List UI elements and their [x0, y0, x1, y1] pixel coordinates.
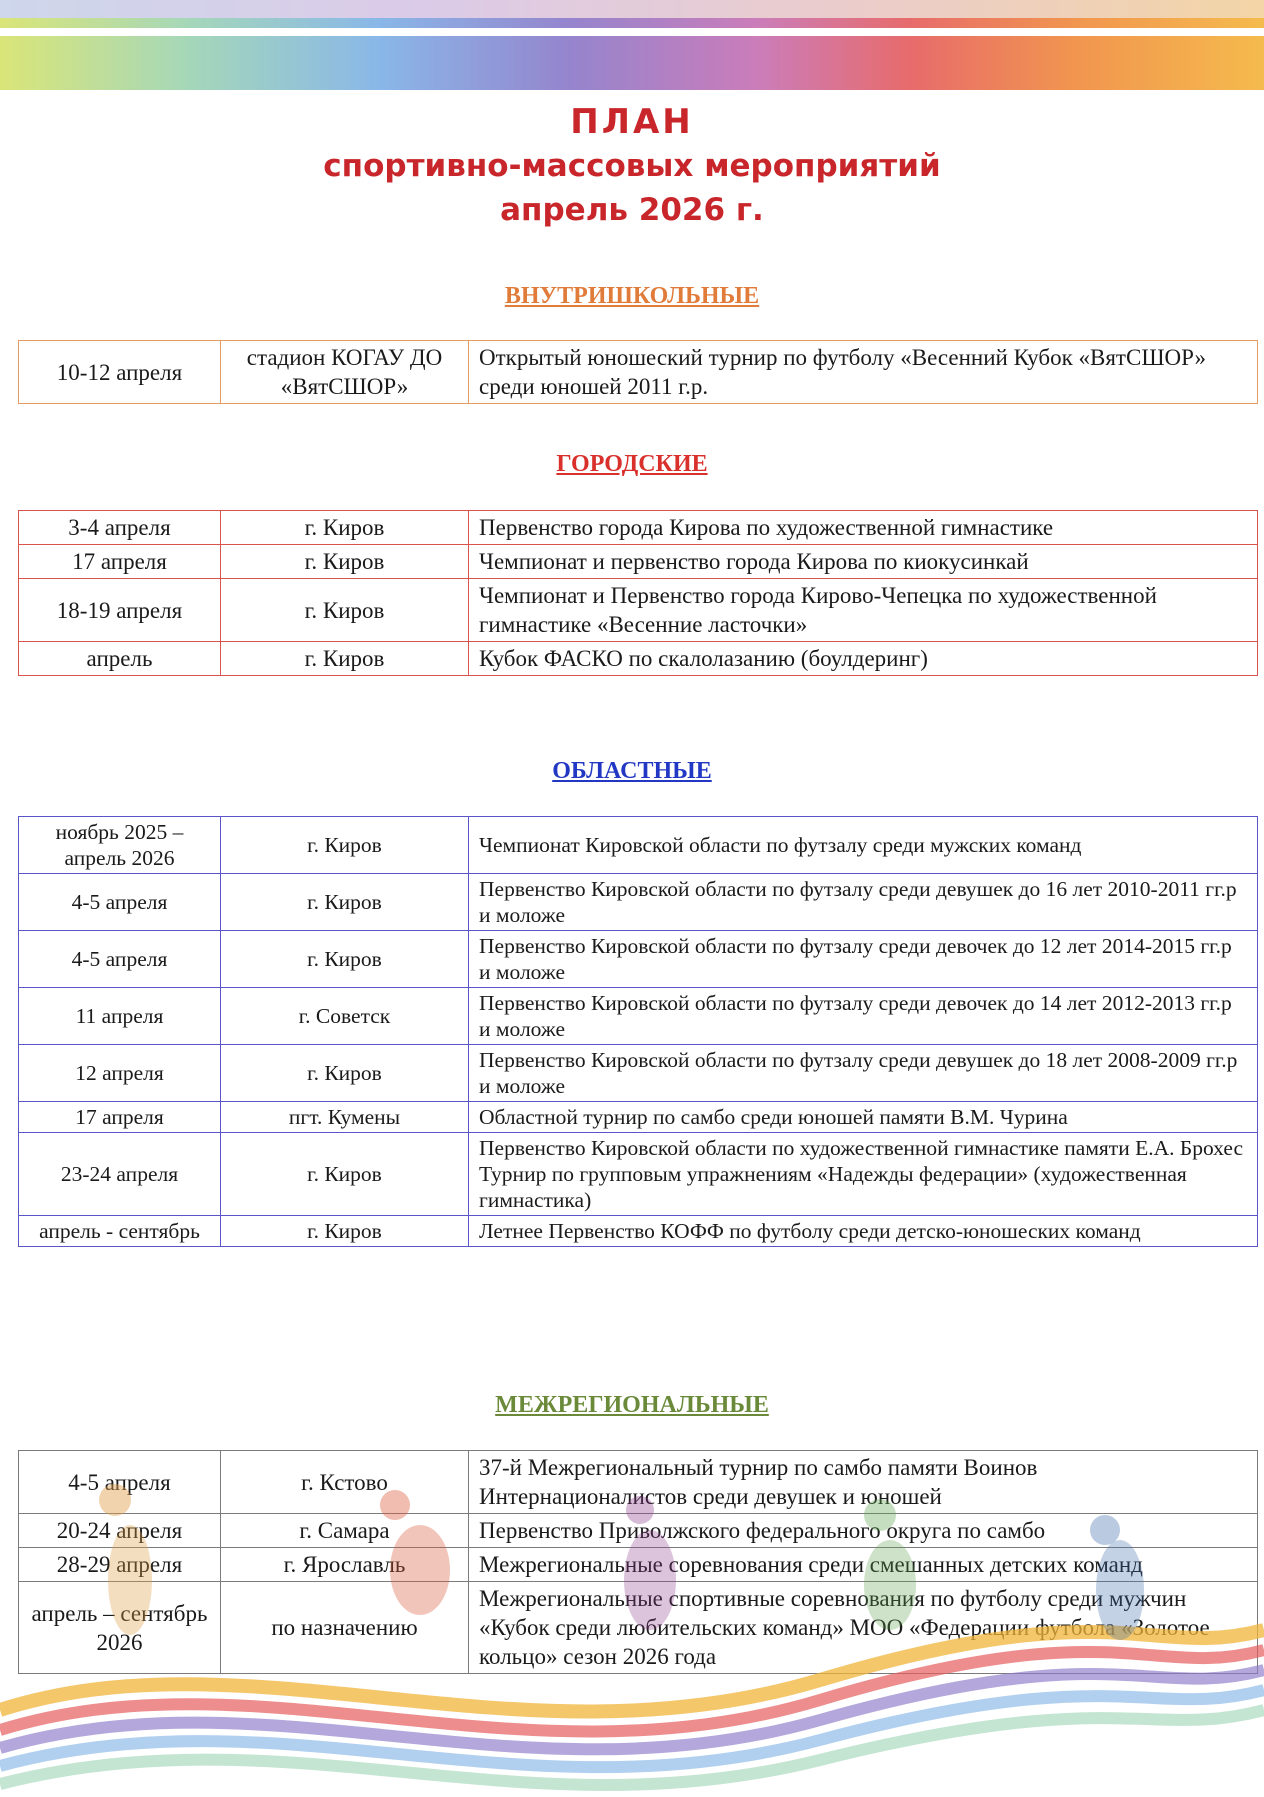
event-description: Первенство Кировской области по художественной гимнастике памяти Е.А. Брохес Турнир по групповым упражнениям «Надежды федерации» (художественная гимнастика) [469, 1133, 1258, 1216]
event-place: г. Киров [221, 579, 469, 642]
event-row [19, 579, 1258, 642]
event-date: 17 апреля [19, 545, 221, 579]
event-place: г. Киров [221, 817, 469, 874]
event-description: Первенство Кировской области по футзалу среди девочек до 12 лет 2014-2015 гг.р и моложе [469, 931, 1258, 988]
event-date: ноябрь 2025 – апрель 2026 [19, 817, 221, 874]
event-description: Межрегиональные спортивные соревнования по футболу среди мужчин «Кубок среди любительских команд» МОО «Федерации футбола «Золотое кольцо» сезон 2026 года [469, 1582, 1258, 1674]
table-body-inter [19, 1451, 1258, 1674]
event-row [19, 545, 1258, 579]
event-date: 28-29 апреля [19, 1548, 221, 1582]
event-place: г. Киров [221, 1045, 469, 1102]
page-title [0, 100, 1264, 232]
event-description: Межрегиональные соревнования среди смешанных детских команд [469, 1548, 1258, 1582]
title-line-3: апрель 2026 г. [500, 192, 764, 228]
event-description: Чемпионат и Первенство города Кирово-Чепецка по художественной гимнастике «Весенние ласточки» [469, 579, 1258, 642]
event-row [19, 1582, 1258, 1674]
event-row [19, 642, 1258, 676]
event-date: апрель - сентябрь [19, 1216, 221, 1247]
event-date: 12 апреля [19, 1045, 221, 1102]
event-place: г. Самара [221, 1514, 469, 1548]
event-place: г. Киров [221, 511, 469, 545]
table-body-region [19, 817, 1258, 1247]
event-place: пгт. Кумены [221, 1102, 469, 1133]
event-description: Первенство Кировской области по футзалу среди девушек до 18 лет 2008-2009 гг.р и моложе [469, 1045, 1258, 1102]
event-date: 4-5 апреля [19, 1451, 221, 1514]
event-place: по назначению [221, 1582, 469, 1674]
section-heading-region: ОБЛАСТНЫЕ [552, 758, 712, 784]
event-date: 11 апреля [19, 988, 221, 1045]
event-row [19, 817, 1258, 874]
table-body-school [19, 341, 1258, 404]
rainbow-header-stripes [0, 0, 1264, 90]
event-place: стадион КОГАУ ДО «ВятСШОР» [221, 341, 469, 404]
event-date: 23-24 апреля [19, 1133, 221, 1216]
event-place: г. Ярославль [221, 1548, 469, 1582]
event-row [19, 511, 1258, 545]
event-date: апрель [19, 642, 221, 676]
event-row [19, 1548, 1258, 1582]
event-place: г. Киров [221, 545, 469, 579]
event-place: г. Киров [221, 874, 469, 931]
title-line-2: спортивно-массовых мероприятий [323, 148, 941, 184]
event-row [19, 1045, 1258, 1102]
event-place: г. Киров [221, 1216, 469, 1247]
title-line-1: ПЛАН [570, 102, 694, 142]
event-description: Чемпионат Кировской области по футзалу среди мужских команд [469, 817, 1258, 874]
event-description: Первенство Кировской области по футзалу среди девочек до 14 лет 2012-2013 гг.р и моложе [469, 988, 1258, 1045]
event-row [19, 988, 1258, 1045]
table-region-events [18, 816, 1258, 1247]
event-place: г. Киров [221, 931, 469, 988]
event-row [19, 1514, 1258, 1548]
event-description: Летнее Первенство КОФФ по футболу среди детско-юношеских команд [469, 1216, 1258, 1247]
event-description: Первенство города Кирова по художественной гимнастике [469, 511, 1258, 545]
event-row [19, 1133, 1258, 1216]
event-description: Кубок ФАСКО по скалолазанию (боулдеринг) [469, 642, 1258, 676]
event-date: 20-24 апреля [19, 1514, 221, 1548]
table-inter-events [18, 1450, 1258, 1674]
event-row [19, 931, 1258, 988]
event-place: г. Киров [221, 642, 469, 676]
event-date: 4-5 апреля [19, 931, 221, 988]
event-row [19, 874, 1258, 931]
event-description: 37-й Межрегиональный турнир по самбо памяти Воинов Интернационалистов среди девушек и юношей [469, 1451, 1258, 1514]
table-city-events [18, 510, 1258, 676]
section-heading-inter: МЕЖРЕГИОНАЛЬНЫЕ [495, 1392, 769, 1418]
event-description: Первенство Приволжского федерального округа по самбо [469, 1514, 1258, 1548]
event-place: г. Советск [221, 988, 469, 1045]
event-date: апрель – сентябрь 2026 [19, 1582, 221, 1674]
event-description: Чемпионат и первенство города Кирова по киокусинкай [469, 545, 1258, 579]
event-row [19, 1216, 1258, 1247]
event-date: 18-19 апреля [19, 579, 221, 642]
event-place: г. Кстово [221, 1451, 469, 1514]
table-school-events [18, 340, 1258, 404]
event-description: Областной турнир по самбо среди юношей памяти В.М. Чурина [469, 1102, 1258, 1133]
event-place: г. Киров [221, 1133, 469, 1216]
event-row [19, 1102, 1258, 1133]
event-date: 3-4 апреля [19, 511, 221, 545]
event-date: 10-12 апреля [19, 341, 221, 404]
event-row [19, 1451, 1258, 1514]
table-body-city [19, 511, 1258, 676]
event-description: Открытый юношеский турнир по футболу «Весенний Кубок «ВятСШОР» среди юношей 2011 г.р. [469, 341, 1258, 404]
section-heading-city: ГОРОДСКИЕ [556, 451, 708, 477]
event-row [19, 341, 1258, 404]
section-heading-school: ВНУТРИШКОЛЬНЫЕ [504, 283, 760, 309]
event-description: Первенство Кировской области по футзалу среди девушек до 16 лет 2010-2011 гг.р и моложе [469, 874, 1258, 931]
event-date: 17 апреля [19, 1102, 221, 1133]
event-date: 4-5 апреля [19, 874, 221, 931]
